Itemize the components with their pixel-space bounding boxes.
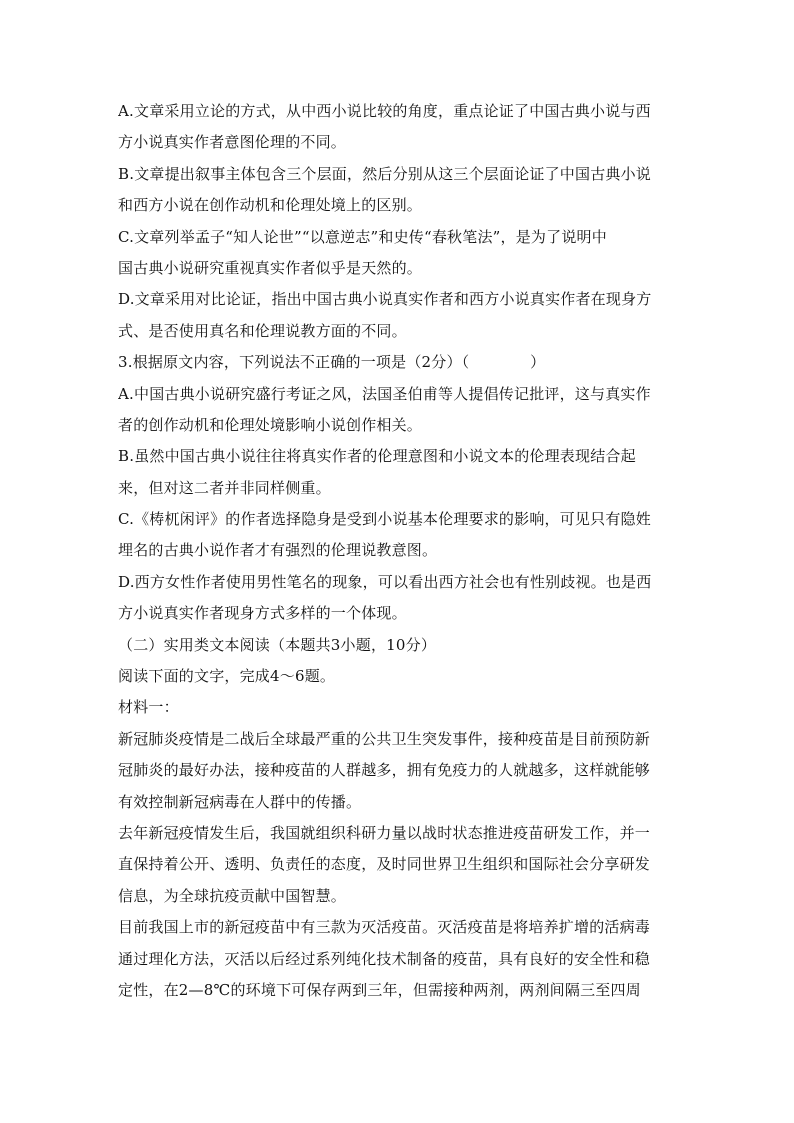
text-line: 方小说真实作者意图伦理的不同。 bbox=[118, 133, 347, 152]
text-line: 和西方小说在创作动机和伦理处境上的区别。 bbox=[118, 196, 423, 215]
text-line: B.文章提出叙事主体包含三个层面，然后分别从这三个层面论证了中国古典小说 bbox=[118, 164, 651, 183]
text-line: D.西方女性作者使用男性笔名的现象，可以看出西方社会也有性别歧视。也是西 bbox=[118, 572, 652, 591]
material-label: 材料一： bbox=[118, 698, 179, 717]
text-line: 有效控制新冠病毒在人群中的传播。 bbox=[118, 792, 362, 811]
text-line: C.《梼杌闲评》的作者选择隐身是受到小说基本伦理要求的影响，可见只有隐姓 bbox=[118, 510, 651, 529]
text-line: 埋名的古典小说作者才有强烈的伦理说教意图。 bbox=[118, 541, 438, 560]
section-heading: （二）实用类文本阅读（本题共3小题，10分） bbox=[118, 635, 437, 654]
text-line: 新冠肺炎疫情是二战后全球最严重的公共卫生突发事件，接种疫苗是目前预防新 bbox=[118, 729, 651, 748]
text-line: 信息，为全球抗疫贡献中国智慧。 bbox=[118, 886, 347, 905]
text-line: 通过理化方法，灭活以后经过系列纯化技术制备的疫苗，具有良好的安全性和稳 bbox=[118, 949, 651, 968]
text-line: 冠肺炎的最好办法，接种疫苗的人群越多，拥有免疫力的人就越多，这样就能够 bbox=[118, 761, 651, 780]
text-line: D.文章采用对比论证，指出中国古典小说真实作者和西方小说真实作者在现身方 bbox=[118, 290, 652, 309]
text-line: B.虽然中国古典小说往往将真实作者的伦理意图和小说文本的伦理表现结合起 bbox=[118, 447, 636, 466]
text-line: C.文章列举孟子“知人论世”“以意逆志”和史传“春秋笔法”，是为了说明中 bbox=[118, 227, 607, 246]
text-line: 定性，在2—8℃的环境下可保存两到三年，但需接种两剂，两剂间隔三至四周 bbox=[118, 980, 641, 999]
instruction-line: 阅读下面的文字，完成4～6题。 bbox=[118, 667, 336, 686]
text-line: 直保持着公开、透明、负责任的态度，及时同世界卫生组织和国际社会分享研发 bbox=[118, 855, 651, 874]
text-line: 者的创作动机和伦理处境影响小说创作相关。 bbox=[118, 415, 423, 434]
text-line: 国古典小说研究重视真实作者似乎是天然的。 bbox=[118, 258, 423, 277]
document-body bbox=[118, 96, 678, 1006]
question-heading: 3.根据原文内容，下列说法不正确的一项是（2分）（ ） bbox=[118, 353, 546, 372]
text-line: 式、是否使用真名和伦理说教方面的不同。 bbox=[118, 321, 407, 340]
text-line: A.中国古典小说研究盛行考证之风，法国圣伯甫等人提倡传记批评，这与真实作 bbox=[118, 384, 651, 403]
text-line: 目前我国上市的新冠疫苗中有三款为灭活疫苗。灭活疫苗是将培养扩增的活病毒 bbox=[118, 918, 651, 937]
text-line: 方小说真实作者现身方式多样的一个体现。 bbox=[118, 604, 407, 623]
text-line: 来，但对这二者并非同样侧重。 bbox=[118, 478, 331, 497]
text-line: A.文章采用立论的方式，从中西小说比较的角度，重点论证了中国古典小说与西 bbox=[118, 102, 651, 120]
text-line: 去年新冠疫情发生后，我国就组织科研力量以战时状态推进疫苗研发工作，并一 bbox=[118, 823, 651, 842]
